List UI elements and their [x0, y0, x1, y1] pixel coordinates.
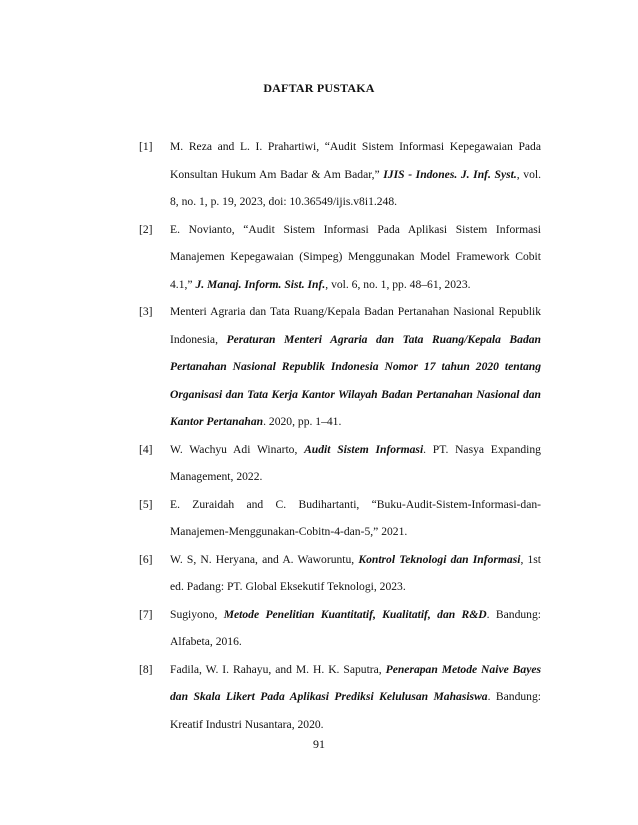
reference-item	[139, 546, 541, 601]
reference-source-title: Metode Penelitian Kuantitatif, Kualitatif, dan R&D	[223, 607, 487, 621]
reference-text-segment: Sugiyono,	[170, 607, 224, 621]
reference-text-segment: Fadila, W. I. Rahayu, and M. H. K. Saputra,	[170, 662, 386, 676]
reference-text	[170, 546, 541, 601]
reference-source-title: Audit Sistem Informasi	[304, 442, 424, 456]
reference-text-segment: . Bandung: Kreatif Industri Nusantara, 2020.	[170, 690, 541, 731]
reference-source-title: Peraturan Menteri Agraria dan Tata Ruang/Kepala Badan Pertanahan Nasional Republik Indonesia Nomor 17 tahun 2020 tentang Organisasi dan Tata Kerja Kantor Wilayah Badan Pertanahan Nasional dan Kantor Pertanahan	[170, 332, 541, 428]
reference-item	[139, 491, 541, 546]
reference-number: [3]	[139, 305, 153, 318]
reference-list	[139, 133, 541, 738]
reference-item	[139, 298, 541, 436]
reference-source-title: IJIS - Indones. J. Inf. Syst.	[383, 167, 517, 181]
reference-number: [7]	[139, 607, 153, 621]
reference-text	[170, 216, 541, 299]
reference-number: [8]	[139, 662, 153, 676]
reference-number: [5]	[139, 497, 153, 511]
reference-item	[139, 601, 541, 656]
reference-text-segment: . 2020, pp. 1–41.	[263, 415, 342, 428]
reference-text-segment: , vol. 6, no. 1, pp. 48–61, 2023.	[325, 277, 471, 291]
page-title: DAFTAR PUSTAKA	[263, 81, 375, 95]
reference-text-segment: W. S, N. Heryana, and A. Waworuntu,	[170, 552, 359, 566]
reference-text-segment: M. Reza and L. I. Prahartiwi, “Audit Sistem Informasi Kepegawaian Pada Konsultan Hukum Am Badar & Am Badar,”	[170, 140, 541, 181]
reference-source-title: J. Manaj. Inform. Sist. Inf.	[195, 277, 326, 291]
reference-text	[170, 298, 541, 436]
reference-text	[170, 656, 541, 739]
reference-number: [1]	[139, 140, 153, 153]
reference-item	[139, 656, 541, 739]
reference-number: [2]	[139, 222, 153, 236]
reference-number: [6]	[139, 552, 153, 566]
reference-source-title: Kontrol Teknologi dan Informasi	[358, 552, 521, 566]
reference-text	[170, 491, 541, 546]
reference-item	[139, 216, 541, 299]
reference-text-segment: E. Zuraidah and C. Budihartanti, “Buku-Audit-Sistem-Informasi-dan-Manajemen-Menggunakan-Cobitn-4-dan-5,” 2021.	[170, 497, 541, 538]
reference-number: [4]	[139, 442, 153, 456]
reference-item	[139, 436, 541, 491]
reference-text-segment: E. Novianto, “Audit Sistem Informasi Pada Aplikasi Sistem Informasi Manajemen Kepegawaian (Simpeg) Menggunakan Model Framework Cobit 4.1,”	[170, 222, 541, 291]
page-number: 91	[313, 737, 325, 751]
reference-text-segment: . Bandung: Alfabeta, 2016.	[170, 607, 541, 648]
reference-text-segment: . PT. Nasya Expanding Management, 2022.	[170, 442, 541, 483]
reference-text	[170, 601, 541, 656]
reference-item	[139, 133, 541, 216]
reference-text-segment: Menteri Agraria dan Tata Ruang/Kepala Badan Pertanahan Nasional Republik Indonesia,	[170, 305, 541, 346]
reference-text	[170, 133, 541, 216]
reference-text-segment: W. Wachyu Adi Winarto,	[170, 442, 305, 456]
reference-text-segment: , vol. 8, no. 1, p. 19, 2023, doi: 10.36549/ijis.v8i1.248.	[170, 167, 542, 208]
reference-source-title: Penerapan Metode Naive Bayes dan Skala Likert Pada Aplikasi Prediksi Kelulusan Mahasiswa	[170, 662, 541, 703]
reference-text-segment: , 1st ed. Padang: PT. Global Eksekutif Teknologi, 2023.	[170, 552, 541, 593]
reference-text	[170, 436, 541, 491]
